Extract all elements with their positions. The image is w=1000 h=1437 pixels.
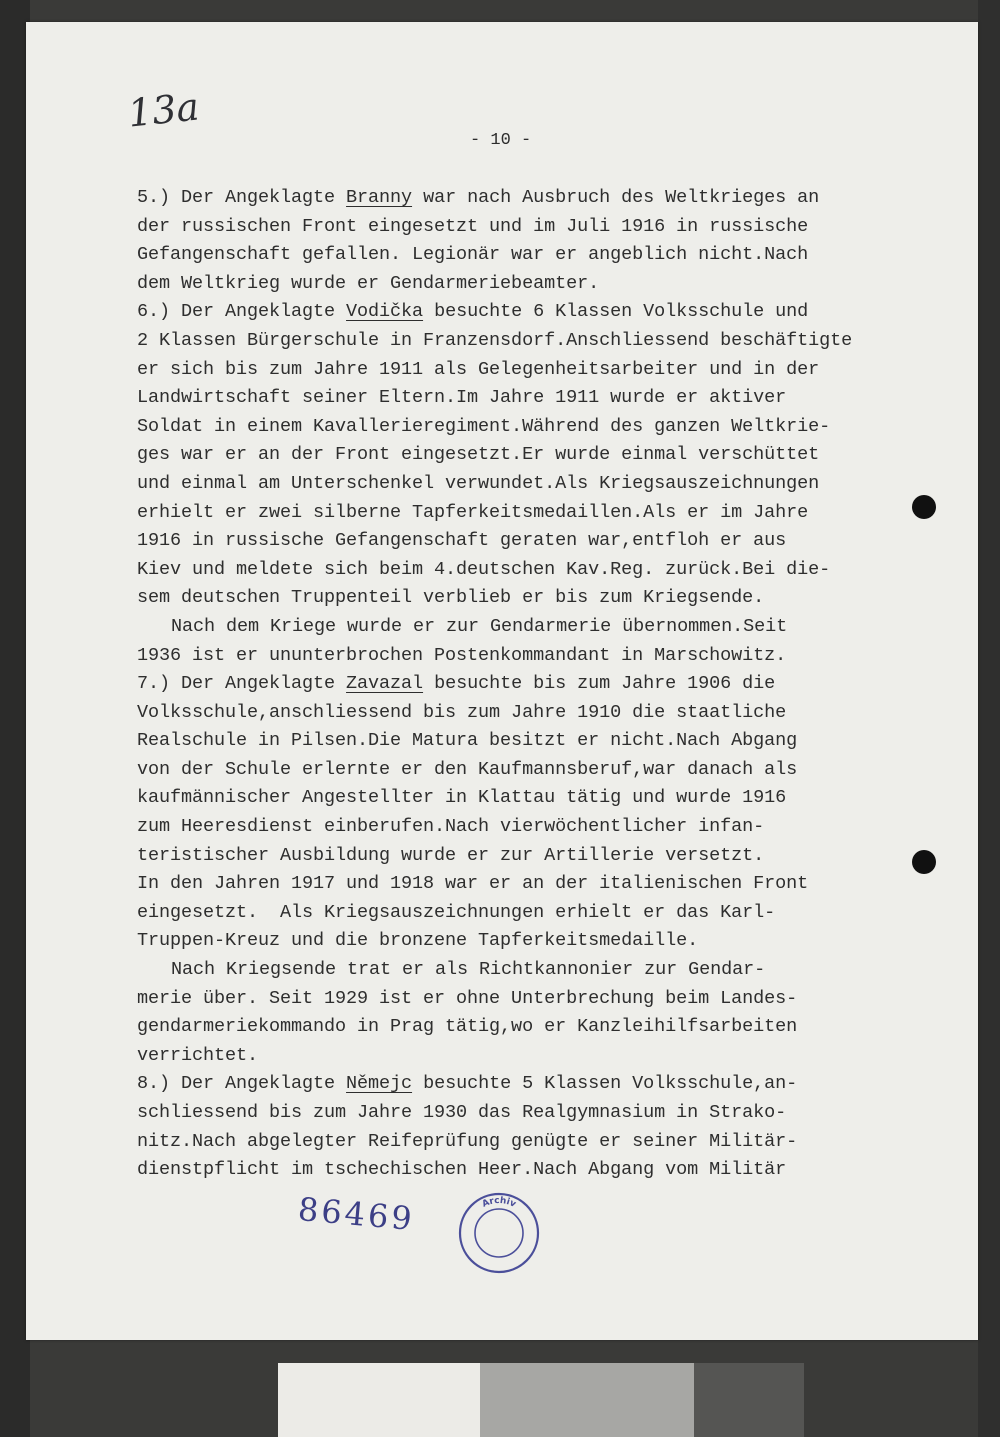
text-line: von der Schule erlernte er den Kaufmannsberuf,war danach als (137, 758, 798, 780)
text-line: er sich bis zum Jahre 1911 als Gelegenheitsarbeiter und in der (137, 358, 820, 380)
text-line: der russischen Front eingesetzt und im Juli 1916 in russische (137, 215, 809, 237)
defendant-name: Zavazal (346, 673, 424, 695)
text-line: Realschule in Pilsen.Die Matura besitzt er nicht.Nach Abgang (137, 730, 798, 752)
text-line (137, 670, 927, 699)
text-line: 1916 in russische Gefangenschaft geraten war,entfloh er aus (137, 530, 787, 552)
text-line: Volksschule,anschliessend bis zum Jahre 1910 die staatliche (137, 701, 787, 723)
calibration-card-grey (480, 1363, 694, 1437)
text-line: gendarmeriekommando in Prag tätig,wo er Kanzleihilfsarbeiten (137, 1016, 798, 1038)
punch-hole-icon (912, 850, 936, 874)
text-line (137, 1070, 927, 1099)
text-line: 1936 ist er ununterbrochen Postenkommandant in Marschowitz. (137, 644, 787, 666)
text-line: erhielt er zwei silberne Tapferkeitsmedaillen.Als er im Jahre (137, 501, 809, 523)
text-line: Soldat in einem Kavallerieregiment.Während des ganzen Weltkrie- (137, 415, 831, 437)
text-line: sem deutschen Truppenteil verblieb er bis zum Kriegsende. (137, 587, 765, 609)
text-line: kaufmännischer Angestellter in Klattau tätig und wurde 1916 (137, 787, 787, 809)
scan-background-right (978, 0, 1000, 1437)
line-text: besuchte 5 Klassen Volksschule,an- (412, 1073, 798, 1095)
text-line (137, 298, 927, 327)
text-line: zum Heeresdienst einberufen.Nach vierwöchentlicher infan- (137, 816, 765, 838)
line-text: 7.) Der Angeklagte (137, 673, 347, 695)
text-line: Truppen-Kreuz und die bronzene Tapferkeitsmedaille. (137, 930, 699, 952)
defendant-name: Branny (346, 187, 413, 208)
text-line: Nach Kriegsende trat er als Richtkannonier zur Gendar- (171, 959, 766, 981)
text-line: Landwirtschaft seiner Eltern.Im Jahre 1911 wurde er aktiver (137, 387, 787, 409)
calibration-card-white (278, 1363, 480, 1437)
text-line: ges war er an der Front eingesetzt.Er wurde einmal verschüttet (137, 444, 820, 466)
text-line: Gefangenschaft gefallen. Legionär war er angeblich nicht.Nach (137, 244, 809, 266)
svg-text:Archiv (481, 1196, 518, 1210)
line-text: besuchte 6 Klassen Volksschule und (423, 301, 809, 323)
text-line: nitz.Nach abgelegter Reifeprüfung genügte er seiner Militär- (137, 1130, 798, 1152)
document-body (137, 184, 927, 1185)
text-line: Kiev und meldete sich beim 4.deutschen Kav.Reg. zurück.Bei die- (137, 558, 831, 580)
text-line: 2 Klassen Bürgerschule in Franzensdorf.Anschliessend beschäftigte (137, 329, 853, 351)
handwritten-folio-note: 13a (125, 84, 202, 136)
archive-number-stamp: 86469 (296, 1189, 417, 1239)
line-text: war nach Ausbruch des Weltkrieges an (412, 187, 820, 208)
text-line: schliessend bis zum Jahre 1930 das Realgymnasium in Strako- (137, 1102, 787, 1123)
page-number: - 10 - (470, 131, 532, 150)
defendant-name: Vodička (346, 301, 424, 323)
text-line: merie über. Seit 1929 ist er ohne Unterbrechung beim Landes- (137, 987, 798, 1009)
defendant-name: Němejc (346, 1073, 413, 1095)
text-line: Nach dem Kriege wurde er zur Gendarmerie übernommen.Seit (171, 615, 788, 637)
line-text: besuchte bis zum Jahre 1906 die (423, 673, 776, 695)
text-line (137, 184, 927, 213)
line-text: 6.) Der Angeklagte (137, 301, 347, 323)
text-line: eingesetzt. Als Kriegsauszeichnungen erhielt er das Karl- (137, 901, 776, 923)
text-line: dem Weltkrieg wurde er Gendarmeriebeamter. (137, 272, 600, 294)
line-text: 8.) Der Angeklagte (137, 1073, 347, 1095)
text-line: und einmal am Unterschenkel verwundet.Als Kriegsauszeichnungen (137, 472, 820, 494)
punch-hole-icon (912, 495, 936, 519)
archive-seal-stamp (456, 1190, 542, 1276)
line-text: 5.) Der Angeklagte (137, 187, 347, 208)
seal-text: Archiv (480, 1195, 518, 1210)
text-line: verrichtet. (137, 1044, 259, 1066)
text-line: dienstpflicht im tschechischen Heer.Nach Abgang vom Militär (137, 1159, 787, 1181)
calibration-card-dark (694, 1363, 804, 1437)
text-line: teristischer Ausbildung wurde er zur Artillerie versetzt. (137, 844, 765, 866)
text-line: In den Jahren 1917 und 1918 war er an der italienischen Front (137, 873, 809, 895)
